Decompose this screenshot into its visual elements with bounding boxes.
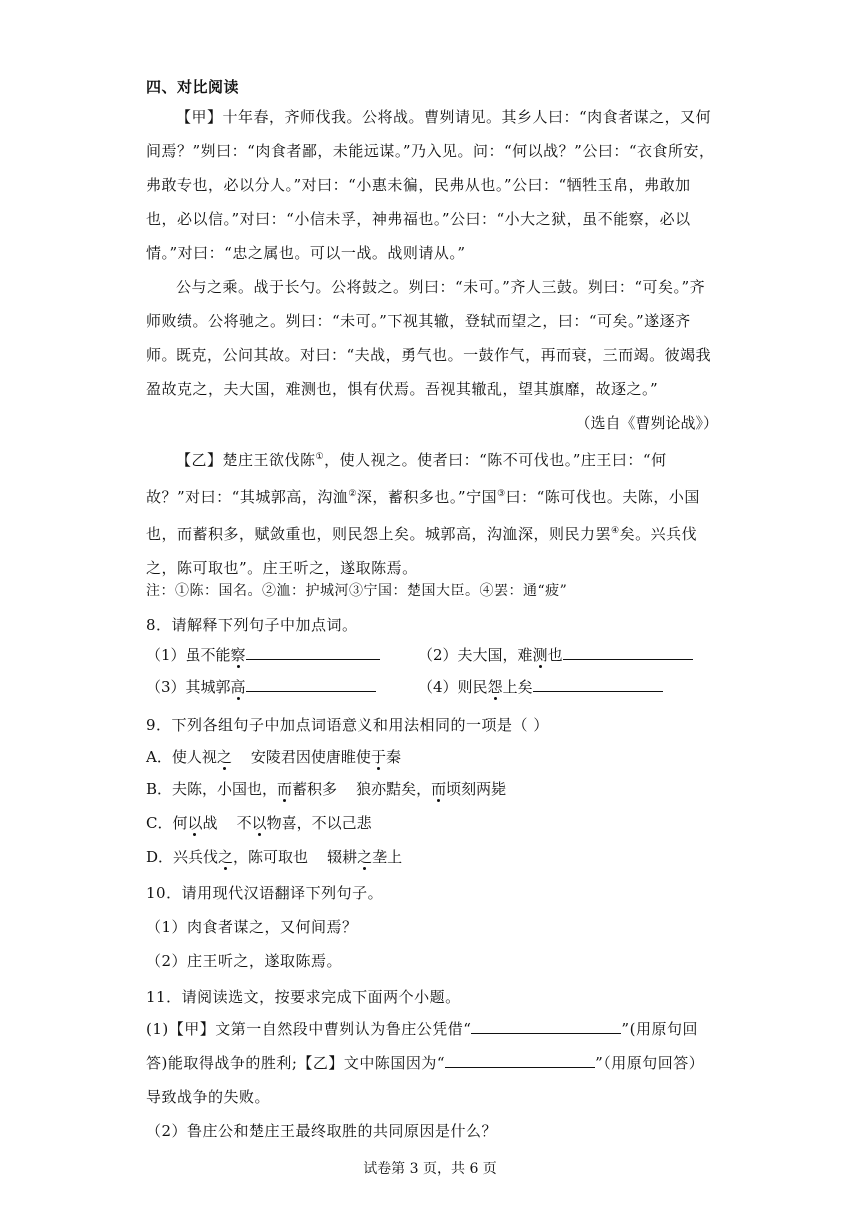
q8-4-dotted-word: 怨 <box>487 678 503 696</box>
q9-b-text-1: B．夫陈，小国也， <box>146 780 278 798</box>
q8-3-text: （3）其城郭 <box>146 678 231 696</box>
q8-1-answer-blank[interactable] <box>246 645 380 660</box>
page-footer: 试卷第 3 页，共 6 页 <box>363 1161 497 1177</box>
q8-1-dotted-word: 察 <box>230 646 246 664</box>
q8-2-tail: 也 <box>547 646 563 664</box>
passage-yi <box>146 440 718 585</box>
passage-jia-source: （选自《曹刿论战》） <box>575 414 718 432</box>
passage-jia-paragraph-1: 【甲】十年春，齐师伐我。公将战。曹刿请见。其乡人曰：“肉食者谋之，又何间焉？”刿曰：“肉食者鄙，未能远谋。”乃入见。问：“何以战？”公曰：“衣食所安，弗敢专也，必以分人。”对曰：“小惠未徧，民弗从也。”公曰：“牺牲玉帛，弗敢加也，必以信。”对曰：“小信未孚，神弗福也。”公曰：“小大之狱，虽不能察，必以情。”对曰：“忠之属也。可以一战。战则请从。” <box>146 108 715 262</box>
q9-c-text-1: C．何 <box>146 814 188 832</box>
q9-option-a[interactable] <box>146 740 718 774</box>
q8-4-text: （4）则民 <box>418 678 488 696</box>
q11-part-2: （2）鲁庄公和楚庄王最终取胜的共同原因是什么？ <box>146 1122 498 1140</box>
yi-text-2: ，使人视之。使者曰：“陈不可伐也。”庄王曰：“何故？”对曰：“其城郭高，沟洫 <box>146 451 667 506</box>
q11-part-1 <box>146 1012 718 1114</box>
q9-b-text-3: 顷刻两毙 <box>446 780 507 798</box>
q9-title: 9．下列各组句子中加点词语意义和用法相同的一项是（ ） <box>146 716 549 734</box>
q9-b-text-2: 蓄积多 狼亦黠矣， <box>292 780 432 798</box>
footnote-mark-2: ② <box>348 489 357 499</box>
q9-b-dotted-2: 而 <box>431 780 447 798</box>
q9-d-text-3: 垄上 <box>372 848 403 866</box>
q9-d-text-1: D．兴兵伐 <box>146 848 219 866</box>
q9-option-c[interactable] <box>146 806 718 840</box>
q8-item-1 <box>146 638 380 672</box>
q9-a-dotted-2: 于 <box>370 748 386 766</box>
q8-2-text: （2）夫大国，难 <box>418 646 533 664</box>
q10-sentence-2: （2）庄王听之，遂取陈焉。 <box>146 952 343 970</box>
passage-jia-paragraph-2: 公与之乘。战于长勺。公将鼓之。刿曰：“未可。”齐人三鼓。刿曰：“可矣。”齐师败绩。公将驰之。刿曰：“未可。”下视其辙，登轼而望之，曰：“可矣。”遂逐齐师。 <box>146 278 706 364</box>
q11-1-answer-blank-2[interactable] <box>445 1053 595 1068</box>
q8-2-dotted-word: 测 <box>532 646 548 664</box>
yi-text-3: 深，蓄积多也。”宁国 <box>356 488 498 506</box>
q8-3-answer-blank[interactable] <box>246 677 376 692</box>
q8-item-2 <box>418 638 693 672</box>
q9-option-b[interactable] <box>146 772 718 806</box>
section-title: 四、对比阅读 <box>146 78 240 96</box>
q9-c-dotted-2: 以 <box>251 814 267 832</box>
q9-c-text-2: 战 不 <box>202 814 252 832</box>
q8-3-dotted-word: 高 <box>230 678 246 696</box>
q8-4-tail: 上矣 <box>502 678 533 696</box>
q8-1-text: （1）虽不能 <box>146 646 231 664</box>
q8-4-answer-blank[interactable] <box>533 677 663 692</box>
q11-title: 11．请阅读选文，按要求完成下面两个小题。 <box>146 988 461 1006</box>
q9-a-text-2: 安陵君因使唐睢使 <box>231 748 371 766</box>
q8-title: 8．请解释下列句子中加点词。 <box>146 616 358 634</box>
q10-title: 10．请用现代汉语翻译下列句子。 <box>146 884 384 902</box>
q9-a-dotted-1: 之 <box>216 748 232 766</box>
q8-2-answer-blank[interactable] <box>563 645 693 660</box>
q8-row-2 <box>146 670 718 704</box>
footnote-mark-4: ④ <box>611 526 620 536</box>
yi-text-4: 曰：“陈可伐也。夫陈，小国也，而蓄积多，赋敛重也，则民怨上矣。城郭高，沟洫深，则民力罢 <box>146 488 700 543</box>
q9-option-d[interactable] <box>146 840 718 874</box>
q8-item-3 <box>146 670 376 704</box>
q9-d-text-2: ，陈可取也 辍耕 <box>233 848 358 866</box>
yi-text-5: 矣。兴兵伐之，陈可取也”。庄王听之，遂取陈焉。 <box>146 525 698 577</box>
footnote-mark-3: ③ <box>497 489 506 499</box>
q9-c-dotted-1: 以 <box>187 814 203 832</box>
q9-b-dotted-1: 而 <box>277 780 293 798</box>
yi-text-1: 【乙】楚庄王欲伐陈 <box>176 451 316 469</box>
q10-sentence-1: （1）肉食者谋之，又何间焉？ <box>146 918 358 936</box>
q9-a-text-3: 秦 <box>385 748 401 766</box>
q11-1-text-2: ”(用原句回答)能取得战争的胜利;【乙】文中陈国因为“ <box>146 1020 698 1072</box>
q9-c-text-3: 物喜，不以己悲 <box>266 814 372 832</box>
q9-d-dotted-2: 之 <box>357 848 373 866</box>
q8-row-1 <box>146 638 718 672</box>
q11-1-text-1: (1)【甲】文第一自然段中曹刿认为鲁庄公凭借“ <box>146 1020 472 1038</box>
passage-jia-paragraph-3: 既克，公问其故。对曰：“夫战，勇气也。一鼓作气，再而衰，三而竭。彼竭我盈故克之，夫大国，难测也，惧有伏焉。吾视其辙乱，望其旗靡，故逐之。” <box>146 346 712 398</box>
footnote-mark-1: ① <box>315 452 325 462</box>
q9-a-text-1: A．使人视 <box>146 748 217 766</box>
q8-item-4 <box>418 670 663 704</box>
q11-1-answer-blank-1[interactable] <box>471 1019 621 1034</box>
q11-1-text-3: ”（用原句回答）导致战争的失败。 <box>146 1054 705 1106</box>
q9-d-dotted-1: 之 <box>218 848 234 866</box>
annotation-note: 注：①陈：国名。②洫：护城河③宁国：楚国大臣。④罢：通“疲” <box>146 583 568 599</box>
